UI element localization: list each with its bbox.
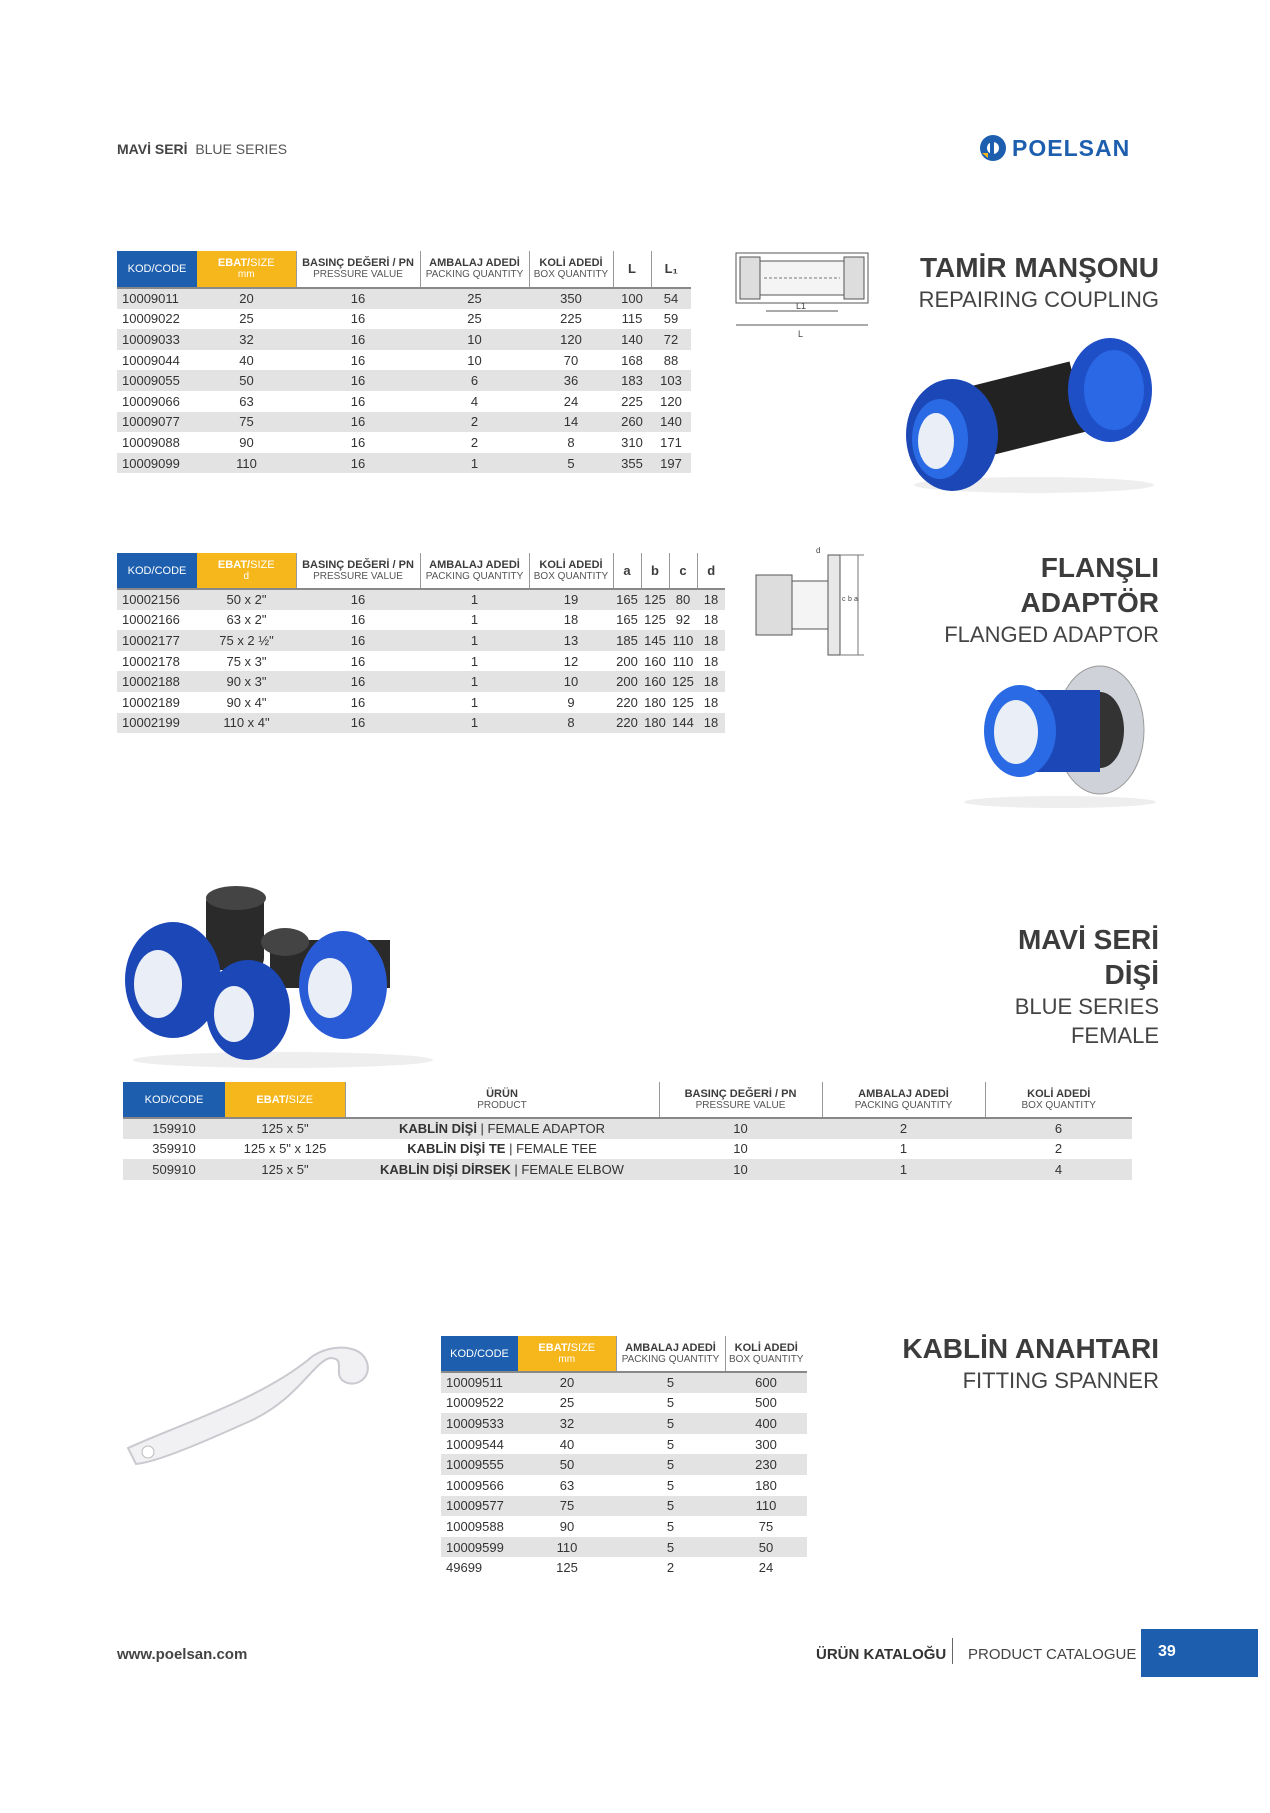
table-cell: 63 <box>239 393 254 409</box>
table-cell: 1 <box>420 453 529 474</box>
table-row <box>123 1159 1132 1180</box>
cell-code: 359910 <box>152 1141 196 1157</box>
table-cell: 32 <box>197 329 296 350</box>
cell-product: KABLİN DİŞİ TE | FEMALE TEE <box>407 1141 597 1157</box>
table-cell: 10009011 <box>117 288 197 309</box>
table-cell: 10002189 <box>122 694 180 710</box>
diagram-label-b: b <box>848 596 852 603</box>
table-cell: 10002178 <box>122 653 180 669</box>
table-cell: 350 <box>529 288 613 309</box>
table-cell: 500 <box>755 1395 777 1411</box>
table-cell: 355 <box>613 453 651 474</box>
col-l: L <box>613 251 651 288</box>
table-cell: 75 <box>518 1496 616 1517</box>
repairing-coupling-title <box>919 250 1159 314</box>
flanged-adaptor-table <box>117 553 725 733</box>
table-cell: 180 <box>644 694 666 710</box>
title-en-1: BLUE SERIES <box>1014 994 1159 1019</box>
table-cell: 1 <box>420 630 529 651</box>
table-row <box>441 1413 807 1434</box>
table-cell: 16 <box>296 288 420 309</box>
col-code: KOD/CODE <box>123 1082 225 1118</box>
col-code: KOD/CODE <box>441 1336 518 1372</box>
col-b: b <box>641 553 669 589</box>
table-cell: 50 <box>197 370 296 391</box>
diagram-label-l1: L1 <box>796 301 807 311</box>
table-cell: 10 <box>467 352 482 368</box>
table-cell: 18 <box>563 612 579 628</box>
cell-packing: 2 <box>822 1118 985 1139</box>
table-cell: 125 <box>672 694 694 710</box>
table-cell: 5 <box>529 453 613 474</box>
table-cell: 171 <box>660 434 682 450</box>
table-cell: 20 <box>518 1372 616 1393</box>
col-a: a <box>613 553 641 589</box>
table-cell: 25 <box>420 288 529 309</box>
table-row <box>117 453 691 474</box>
table-row <box>117 671 725 692</box>
table-cell: 10 <box>529 671 613 692</box>
table-cell: 16 <box>296 630 420 651</box>
table-cell: 220 <box>616 694 638 710</box>
col-size: EBAT/SIZE d <box>197 553 296 589</box>
table-row <box>117 589 725 610</box>
cell-pressure: 10 <box>659 1159 822 1180</box>
table-cell: 10009033 <box>117 329 197 350</box>
table-cell: 12 <box>563 653 579 669</box>
col-code: KOD/CODE <box>117 251 197 288</box>
table-cell: 220 <box>613 713 641 734</box>
table-row <box>441 1454 807 1475</box>
table-row <box>441 1475 807 1496</box>
table-cell: 18 <box>697 589 725 610</box>
table-cell: 10009099 <box>117 453 197 474</box>
table-cell: 5 <box>666 1395 675 1411</box>
series-label-tr: MAVİ SERİ <box>117 141 188 157</box>
table-row <box>117 288 691 309</box>
table-cell: 1 <box>420 589 529 610</box>
table-cell: 90 x 4" <box>226 694 267 710</box>
table-cell: 10009066 <box>122 393 180 409</box>
table-row <box>117 391 691 412</box>
product-name-en: FEMALE ADAPTOR <box>487 1121 606 1137</box>
table-cell: 140 <box>651 412 691 433</box>
cell-product: KABLİN DİŞİ DİRSEK | FEMALE ELBOW <box>345 1159 659 1180</box>
table-cell: 50 <box>725 1537 807 1558</box>
table-row <box>441 1393 807 1414</box>
table-row <box>123 1118 1132 1139</box>
table-cell: 10009588 <box>446 1518 504 1534</box>
table-cell: 16 <box>350 653 366 669</box>
table-row <box>117 692 725 713</box>
table-cell: 10009055 <box>117 370 197 391</box>
table-cell: 260 <box>613 412 651 433</box>
table-cell: 5 <box>616 1496 725 1517</box>
table-row <box>441 1537 807 1558</box>
table-cell: 145 <box>641 630 669 651</box>
title-tr: TAMİR MANŞONU <box>919 252 1159 283</box>
title-en-2: FEMALE <box>1070 1023 1159 1048</box>
table-row <box>117 432 691 453</box>
table-cell: 5 <box>666 1518 675 1534</box>
col-packing: AMBALAJ ADEDİ PACKING QUANTITY <box>420 553 529 589</box>
table-cell: 19 <box>529 589 613 610</box>
table-cell: 18 <box>703 653 719 669</box>
table-cell: 10009522 <box>446 1395 504 1411</box>
table-row <box>117 350 691 371</box>
table-cell: 16 <box>350 393 366 409</box>
table-row <box>441 1496 807 1517</box>
product-name-tr: KABLİN DİŞİ <box>398 1121 477 1137</box>
table-cell: 103 <box>651 370 691 391</box>
table-cell: 600 <box>725 1372 807 1393</box>
title-tr-1: MAVİ SERİ <box>1017 924 1159 955</box>
table-cell: 75 x 2 ½" <box>197 630 296 651</box>
table-cell: 110 <box>518 1537 616 1558</box>
table-cell: 115 <box>621 311 643 327</box>
table-cell: 160 <box>641 671 669 692</box>
cell-code: 509910 <box>123 1159 225 1180</box>
col-packing: AMBALAJ ADEDİ PACKING QUANTITY <box>420 251 529 288</box>
title-en: REPAIRING COUPLING <box>918 287 1159 312</box>
cell-packing: 1 <box>822 1159 985 1180</box>
table-cell: 180 <box>755 1477 777 1493</box>
table-cell: 63 x 2" <box>226 612 267 628</box>
table-cell: 4 <box>470 393 479 409</box>
table-cell: 10009077 <box>117 412 197 433</box>
cell-product: KABLİN DİŞİ | FEMALE ADAPTOR <box>345 1118 659 1139</box>
table-cell: 140 <box>613 329 651 350</box>
col-pressure: BASINÇ DEĞERİ / PN PRESSURE VALUE <box>659 1082 822 1118</box>
table-cell: 10009533 <box>441 1413 518 1434</box>
table-cell: 24 <box>758 1560 774 1576</box>
table-cell: 10009555 <box>441 1454 518 1475</box>
col-c: c <box>669 553 697 589</box>
col-packing: AMBALAJ ADEDİ PACKING QUANTITY <box>822 1082 985 1118</box>
table-cell: 183 <box>613 370 651 391</box>
flanged-adaptor-diagram <box>754 545 866 665</box>
table-row <box>441 1516 807 1537</box>
col-code: KOD/CODE <box>117 553 197 589</box>
col-product: ÜRÜN PRODUCT <box>345 1082 659 1118</box>
page-number: 39 <box>1158 1643 1176 1660</box>
table-cell: 185 <box>613 630 641 651</box>
table-cell: 10002188 <box>117 671 197 692</box>
table-cell: 16 <box>350 311 366 327</box>
table-cell: 75 <box>197 412 296 433</box>
col-pressure: BASINÇ DEĞERİ / PN PRESSURE VALUE <box>296 251 420 288</box>
title-en: FITTING SPANNER <box>962 1368 1159 1393</box>
col-box: KOLİ ADEDİ BOX QUANTITY <box>529 251 613 288</box>
table-cell: 200 <box>616 653 638 669</box>
poelsan-logo-icon <box>978 133 1008 163</box>
table-cell: 1 <box>470 653 479 669</box>
table-cell: 25 <box>239 311 254 327</box>
col-pressure: BASINÇ DEĞERİ / PN PRESSURE VALUE <box>296 553 420 589</box>
table-cell: 16 <box>296 671 420 692</box>
col-l1: L₁ <box>651 251 691 288</box>
table-cell: 18 <box>703 694 719 710</box>
flanged-adaptor-title <box>944 550 1159 649</box>
title-tr: KABLİN ANAHTARI <box>902 1333 1159 1364</box>
table-cell: 125 <box>644 612 666 628</box>
table-cell: 25 <box>467 311 482 327</box>
cell-box: 6 <box>985 1118 1132 1139</box>
table-cell: 10009044 <box>122 352 180 368</box>
table-row <box>117 412 691 433</box>
fitting-spanner-image <box>118 1330 378 1470</box>
table-cell: 10009577 <box>441 1496 518 1517</box>
table-cell: 400 <box>725 1413 807 1434</box>
table-cell: 225 <box>560 311 582 327</box>
table-cell: 16 <box>350 434 366 450</box>
table-cell: 90 x 3" <box>197 671 296 692</box>
table-cell: 9 <box>567 694 575 710</box>
table-cell: 168 <box>621 352 643 368</box>
table-cell: 16 <box>350 352 366 368</box>
table-row <box>117 630 725 651</box>
table-cell: 10009566 <box>446 1477 504 1493</box>
table-cell: 13 <box>529 630 613 651</box>
table-cell: 310 <box>621 434 643 450</box>
table-cell: 225 <box>621 393 643 409</box>
table-row <box>117 713 725 734</box>
table-cell: 50 <box>518 1454 616 1475</box>
diagram-label-c: c <box>842 596 846 603</box>
brand-logo <box>978 133 1130 163</box>
table-cell: 10009544 <box>446 1436 504 1452</box>
table-cell: 16 <box>296 370 420 391</box>
female-fittings-image <box>118 880 448 1070</box>
flanged-adaptor-image <box>950 660 1170 810</box>
table-cell: 5 <box>616 1372 725 1393</box>
table-cell: 6 <box>420 370 529 391</box>
table-cell: 125 <box>641 589 669 610</box>
table-cell: 8 <box>529 713 613 734</box>
table-cell: 16 <box>296 412 420 433</box>
table-cell: 50 x 2" <box>197 589 296 610</box>
table-cell: 110 <box>197 453 296 474</box>
title-tr-2: ADAPTÖR <box>1020 587 1159 618</box>
table-cell: 92 <box>675 612 691 628</box>
table-cell: 10009511 <box>441 1372 518 1393</box>
page-header <box>117 141 287 157</box>
table-cell: 14 <box>529 412 613 433</box>
fitting-spanner-title <box>902 1331 1159 1395</box>
table-row <box>117 610 725 631</box>
table-cell: 80 <box>669 589 697 610</box>
table-cell: 10009088 <box>122 434 180 450</box>
table-cell: 90 <box>239 434 254 450</box>
table-cell: 1 <box>470 694 479 710</box>
table-cell: 16 <box>296 713 420 734</box>
table-cell: 18 <box>703 612 719 628</box>
table-cell: 24 <box>563 393 579 409</box>
table-row <box>123 1139 1132 1160</box>
female-fittings-table <box>123 1082 1132 1180</box>
table-cell: 125 <box>669 671 697 692</box>
col-size: EBAT/SIZE mm <box>197 251 296 288</box>
cell-pressure: 10 <box>659 1118 822 1139</box>
cell-packing: 1 <box>899 1141 908 1157</box>
table-cell: 165 <box>616 612 638 628</box>
table-cell: 88 <box>663 352 679 368</box>
table-cell: 10002156 <box>117 589 197 610</box>
table-cell: 25 <box>559 1395 575 1411</box>
cell-box: 4 <box>985 1159 1132 1180</box>
table-cell: 1 <box>420 671 529 692</box>
series-label-en: BLUE SERIES <box>195 141 288 157</box>
table-cell: 200 <box>613 671 641 692</box>
table-cell: 1 <box>470 612 479 628</box>
table-cell: 110 <box>672 653 694 669</box>
table-cell: 1 <box>420 713 529 734</box>
table-cell: 110 <box>725 1496 807 1517</box>
table-cell: 2 <box>666 1560 675 1576</box>
col-size: EBAT/SIZE <box>225 1082 345 1118</box>
table-cell: 125 <box>556 1560 578 1576</box>
table-cell: 16 <box>296 329 420 350</box>
table-cell: 16 <box>350 694 366 710</box>
repairing-coupling-diagram <box>734 247 870 341</box>
table-cell: 120 <box>529 329 613 350</box>
table-cell: 40 <box>559 1436 575 1452</box>
diagram-label-l: L <box>798 329 804 339</box>
table-cell: 100 <box>613 288 651 309</box>
brand-name: POELSAN <box>1012 134 1131 161</box>
cell-size: 125 x 5" x 125 <box>243 1141 327 1157</box>
table-cell: 63 <box>559 1477 575 1493</box>
table-cell: 2 <box>420 412 529 433</box>
title-tr-1: FLANŞLI <box>1040 552 1159 583</box>
footer-divider <box>952 1638 953 1664</box>
table-cell: 18 <box>697 671 725 692</box>
fitting-spanner-table <box>441 1336 807 1578</box>
table-cell: 54 <box>651 288 691 309</box>
table-cell: 72 <box>651 329 691 350</box>
female-series-title <box>1015 922 1159 1050</box>
table-cell: 10 <box>420 329 529 350</box>
cell-box: 2 <box>1054 1141 1063 1157</box>
table-cell: 75 x 3" <box>226 653 267 669</box>
footer-catalogue-en: PRODUCT CATALOGUE <box>968 1646 1137 1663</box>
table-cell: 32 <box>518 1413 616 1434</box>
table-cell: 8 <box>567 434 575 450</box>
table-cell: 10002177 <box>117 630 197 651</box>
table-cell: 10009022 <box>122 311 180 327</box>
table-cell: 59 <box>663 311 679 327</box>
table-cell: 110 x 4" <box>197 713 296 734</box>
table-cell: 144 <box>669 713 697 734</box>
diagram-label-d: d <box>816 546 821 555</box>
table-cell: 5 <box>666 1477 675 1493</box>
table-cell: 49699 <box>446 1560 483 1576</box>
table-cell: 5 <box>616 1537 725 1558</box>
table-row <box>441 1557 807 1578</box>
col-packing: AMBALAJ ADEDİ PACKING QUANTITY <box>616 1336 725 1372</box>
table-cell: 20 <box>197 288 296 309</box>
title-tr-2: DİŞİ <box>1104 959 1159 990</box>
footer-catalogue-tr: ÜRÜN KATALOĞU <box>816 1646 947 1663</box>
table-cell: 40 <box>239 352 254 368</box>
table-cell: 5 <box>616 1413 725 1434</box>
table-cell: 300 <box>755 1436 777 1452</box>
product-name-tr: KABLİN DİŞİ DİRSEK <box>380 1161 511 1177</box>
footer-url[interactable]: www.poelsan.com <box>117 1646 248 1663</box>
table-cell: 230 <box>725 1454 807 1475</box>
table-cell: 165 <box>613 589 641 610</box>
col-box: KOLİ ADEDİ BOX QUANTITY <box>529 553 613 589</box>
table-cell: 5 <box>616 1454 725 1475</box>
table-row <box>441 1372 807 1393</box>
repairing-coupling-table <box>117 251 691 473</box>
product-name-en: FEMALE ELBOW <box>521 1161 624 1177</box>
table-cell: 16 <box>350 612 366 628</box>
table-row <box>117 329 691 350</box>
table-cell: 18 <box>697 630 725 651</box>
cell-code: 159910 <box>123 1118 225 1139</box>
table-cell: 197 <box>651 453 691 474</box>
table-cell: 5 <box>666 1436 675 1452</box>
table-cell: 10002199 <box>117 713 197 734</box>
product-name-tr: KABLİN DİŞİ TE <box>407 1141 506 1157</box>
table-cell: 110 <box>669 630 697 651</box>
table-cell: 75 <box>758 1518 774 1534</box>
cell-pressure: 10 <box>733 1141 748 1157</box>
table-cell: 70 <box>563 352 579 368</box>
product-name-en: FEMALE TEE <box>516 1141 597 1157</box>
table-cell: 120 <box>660 393 682 409</box>
table-cell: 180 <box>641 713 669 734</box>
table-row <box>117 309 691 330</box>
table-row <box>117 651 725 672</box>
table-cell: 10009599 <box>441 1537 518 1558</box>
cell-size: 125 x 5" <box>225 1159 345 1180</box>
table-cell: 16 <box>296 453 420 474</box>
cell-size: 125 x 5" <box>225 1118 345 1139</box>
repairing-coupling-image <box>900 335 1168 495</box>
table-cell: 160 <box>644 653 666 669</box>
diagram-label-a: a <box>854 596 858 603</box>
table-cell: 18 <box>697 713 725 734</box>
title-en: FLANGED ADAPTOR <box>944 622 1159 647</box>
table-cell: 36 <box>529 370 613 391</box>
table-cell: 16 <box>296 589 420 610</box>
col-d: d <box>697 553 725 589</box>
table-cell: 10002166 <box>122 612 180 628</box>
col-size: EBAT/SIZE mm <box>518 1336 616 1372</box>
col-box: KOLİ ADEDİ BOX QUANTITY <box>725 1336 807 1372</box>
table-cell: 2 <box>470 434 479 450</box>
col-box: KOLİ ADEDİ BOX QUANTITY <box>985 1082 1132 1118</box>
table-row <box>117 370 691 391</box>
table-row <box>441 1434 807 1455</box>
table-cell: 90 <box>559 1518 575 1534</box>
